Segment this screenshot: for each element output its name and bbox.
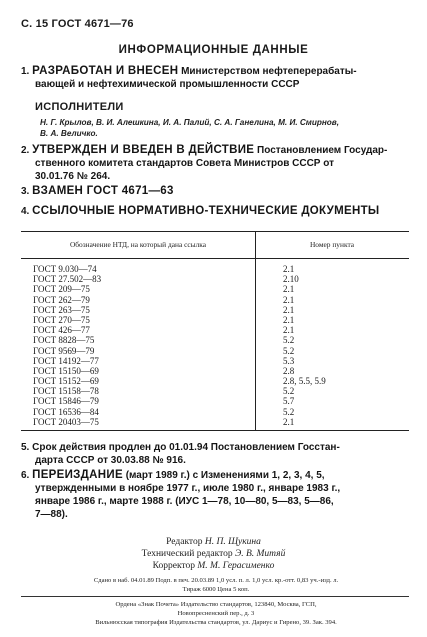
table-cell-document: ГОСТ 426—77 — [33, 325, 90, 336]
table-cell-document: ГОСТ 16536—84 — [33, 406, 99, 417]
section-2-number: 2. — [21, 145, 30, 156]
section-5-line1: Срок действия продлен до 01.01.94 Постановлением Госстан- — [32, 442, 340, 453]
section-1-line2: вающей и нефтехимической промышленности СССР — [35, 79, 300, 90]
table-cell-item: 2.1 — [283, 284, 295, 295]
executors-label: ИСПОЛНИТЕЛИ — [35, 101, 124, 113]
imprint-line-1: Сдано в наб. 04.01.89 Подп. в печ. 20.03.89 1,0 усл. п. л. 1,0 усл. кр.-отт. 0,83 уч.-изд. л. — [93, 577, 339, 584]
table-cell-item: 2.1 — [283, 304, 295, 315]
table-cell-document: ГОСТ 8828—75 — [33, 335, 95, 346]
corrector-label: Корректор — [152, 561, 198, 571]
table-cell-document: ГОСТ 15846—79 — [33, 396, 99, 407]
section-5-number: 5. — [21, 442, 30, 453]
section-2 — [21, 144, 409, 183]
section-6-number: 6. — [21, 470, 30, 481]
imprint-line-3: Ордена «Знак Почета» Издательство стандартов, 123840, Москва, ГСП, — [115, 601, 317, 608]
table-cell-item: 2.1 — [283, 416, 295, 427]
editor-name: Н. П. Щукина — [204, 537, 261, 547]
imprint-divider — [21, 596, 409, 597]
imprint-line-2: Тираж 6000 Цена 5 коп. — [182, 586, 250, 593]
table-cell-document: ГОСТ 20403—75 — [33, 416, 99, 427]
table-cell-item: 5.7 — [283, 396, 295, 407]
tech-editor-label: Технический редактор — [141, 549, 235, 559]
table-cell-item: 5.2 — [283, 406, 295, 417]
table-cell-document: ГОСТ 270—75 — [33, 314, 90, 325]
table-cell-document: ГОСТ 15150—69 — [33, 365, 99, 376]
section-5-line2: дарта СССР от 30.03.88 № 916. — [35, 455, 186, 466]
table-cell-document: ГОСТ 14192—77 — [33, 355, 99, 366]
imprint-line-4: Новопресненский пер., д. 3 — [177, 610, 255, 617]
section-2-line2: ственного комитета стандартов Совета Министров СССР от — [35, 158, 334, 169]
table-cell-document: ГОСТ 262—79 — [33, 294, 90, 305]
table-cell-document: ГОСТ 15158—78 — [33, 386, 99, 397]
corrector-name: М. М. Герасименко — [197, 561, 275, 571]
table-header-document: Обозначение НТД, на который дана ссылка — [69, 240, 207, 249]
editor-credit — [0, 536, 427, 548]
table-cell-item: 2.1 — [283, 294, 295, 305]
section-3-number: 3. — [21, 186, 30, 197]
table-cell-item: 2.8, 5.5, 5.9 — [283, 376, 326, 387]
section-3-lead: ВЗАМЕН ГОСТ 4671—63 — [32, 185, 174, 197]
table-cell-document: ГОСТ 263—75 — [33, 304, 90, 315]
section-6 — [21, 469, 409, 521]
section-5 — [21, 441, 409, 467]
section-4-number: 4. — [21, 206, 30, 217]
section-2-line3: 30.01.76 № 264. — [35, 171, 111, 182]
executors-list — [40, 117, 412, 139]
table-cell-item: 5.3 — [283, 355, 295, 366]
table-cell-item: 5.2 — [283, 386, 295, 397]
section-2-lead: УТВЕРЖДЕН И ВВЕДЕН В ДЕЙСТВИЕ — [32, 144, 255, 156]
section-1-lead: РАЗРАБОТАН И ВНЕСЕН — [32, 65, 179, 77]
table-cell-item: 5.2 — [283, 335, 295, 346]
reference-table — [21, 231, 409, 431]
section-6-line4: 7—88). — [35, 509, 68, 520]
executors-line-2: В. А. Величко. — [40, 129, 98, 138]
table-cell-document: ГОСТ 209—75 — [33, 284, 90, 295]
section-1-line1: Министерством нефтеперерабаты- — [178, 66, 357, 77]
section-4-lead: ССЫЛОЧНЫЕ НОРМАТИВНО-ТЕХНИЧЕСКИЕ ДОКУМЕНТЫ — [32, 205, 380, 217]
table-cell-document: ГОСТ 9569—79 — [33, 345, 95, 356]
table-cell-document: ГОСТ 9.030—74 — [33, 264, 97, 274]
section-4 — [21, 205, 409, 218]
table-cell-item: 5.2 — [283, 345, 295, 356]
section-2-line1: Постановлением Государ- — [254, 145, 388, 156]
imprint-line-5: Вильнюсская типография Издательства стандартов, ул. Дариус и Гирено, 39. Зак. 394. — [95, 619, 337, 626]
page-title: ИНФОРМАЦИОННЫЕ ДАННЫЕ — [118, 44, 309, 56]
table-cell-document: ГОСТ 27.502—83 — [33, 274, 102, 285]
section-6-line1: (март 1989 г.) с Изменениями 1, 2, 3, 4, 5, — [122, 470, 325, 481]
section-1 — [21, 65, 409, 91]
executors-line-1: Н. Г. Крылов, В. И. Алешкина, И. А. Палий, С. А. Ганелина, М. И. Смирнов, — [40, 118, 340, 127]
section-6-line2: утвержденными в ноябре 1977 г., июле 1980 г., январе 1983 г., — [35, 483, 341, 494]
page-header: С. 15 ГОСТ 4671—76 — [21, 18, 134, 30]
table-header-divider — [21, 258, 409, 259]
tech-editor-credit — [0, 548, 427, 560]
table-cell-item: 2.1 — [283, 325, 295, 336]
section-6-lead: ПЕРЕИЗДАНИЕ — [32, 469, 123, 481]
tech-editor-name: Э. В. Митяй — [235, 549, 286, 559]
editor-label: Редактор — [166, 537, 205, 547]
table-cell-document: ГОСТ 15152—69 — [33, 376, 99, 387]
table-header-item: Номер пункта — [309, 240, 355, 249]
section-1-number: 1. — [21, 66, 30, 77]
table-cell-item: 2.1 — [283, 314, 295, 325]
table-column-documents — [33, 264, 183, 427]
table-column-items — [283, 264, 403, 427]
table-cell-item: 2.8 — [283, 365, 295, 376]
section-6-line3: январе 1986 г., марте 1988 г. (ИУС 1—78, 10—80, 5—83, 5—86, — [35, 496, 334, 507]
section-3 — [21, 185, 409, 198]
table-cell-item: 2.10 — [283, 274, 299, 285]
table-cell-item: 2.1 — [283, 264, 295, 274]
table-column-divider — [255, 232, 256, 430]
corrector-credit — [0, 560, 427, 572]
